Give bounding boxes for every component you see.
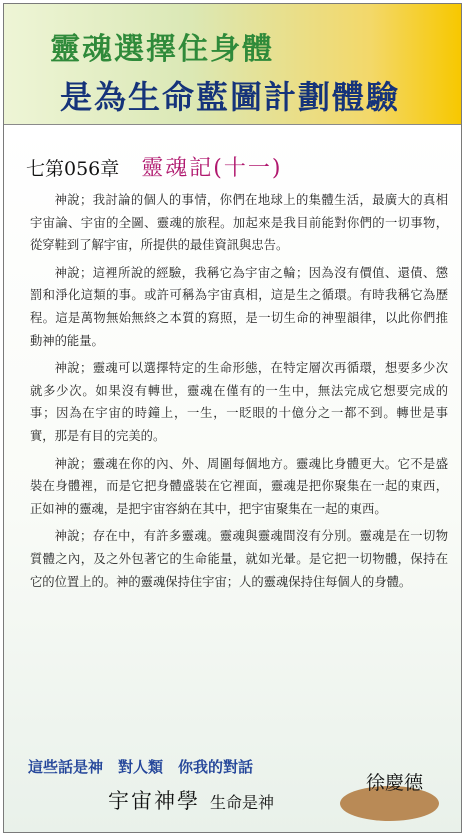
paragraph-2: 神說；這裡所說的經驗，我稱它為宇宙之輪；因為沒有價值、還債、懲罰和淨化這類的事。或許可稱為宇宙真相，這是生之循環。有時我稱它為歷程。這是萬物無始無終之本質的寫照，是一切生命的神聖韻律，以此你們推動神的能量。 (30, 265, 448, 348)
page-frame (3, 3, 462, 833)
header-title-line2: 是為生命藍圖計劃體驗 (60, 78, 401, 116)
footer-brand (108, 785, 274, 815)
footer-tagline: 這些話是神 對人類 你我的對話 (28, 758, 254, 776)
paragraph-4: 神說；靈魂在你的內、外、周圍每個地方。靈魂比身體更大。它不是盛裝在身體裡，而是它把身體盛裝在它裡面，靈魂是把你聚集在一起的東西，正如神的靈魂，是把宇宙容納在其中，把宇宙聚集在一起的東西。 (30, 456, 448, 516)
footer-brand-main: 宇宙神學 (108, 789, 200, 813)
paragraph-5: 神說；存在中，有許多靈魂。靈魂與靈魂間沒有分別。靈魂是在一切物質體之內，及之外包著它的生命能量，就如光暈。是它把一切物體，保持在它的位置上的。神的靈魂保持住宇宙；人的靈魂保持住每個人的身體。 (30, 529, 448, 589)
chapter-title: 靈魂記(十一) (141, 156, 283, 181)
footer-brand-sub: 生命是神 (210, 793, 275, 812)
chapter-heading (26, 151, 282, 182)
header-title-line1: 靈魂選擇住身體 (50, 32, 274, 67)
paragraph-3: 神說；靈魂可以選擇特定的生命形態，在特定層次再循環，想要多少次就多少次。如果沒有轉世，靈魂在僅有的一生中，無法完成它想要完成的事；因為在宇宙的時鐘上，一生，一眨眼的十億分之一都不到。轉世是事實，那是有目的完美的。 (30, 361, 448, 443)
chapter-number: 七第056章 (26, 158, 120, 180)
content-area (4, 125, 461, 832)
header-banner (4, 4, 461, 125)
author-name: 徐慶德 (366, 772, 424, 794)
article-body (30, 189, 448, 598)
paragraph-1: 神說；我討論的個人的事情，你們在地球上的集體生活，最廣大的真相宇宙論、宇宙的全圖、靈魂的旅程。加起來是我目前能對你們的一切事物，從穿鞋到了解宇宙，所提供的最佳資訊與忠告。 (30, 193, 448, 253)
